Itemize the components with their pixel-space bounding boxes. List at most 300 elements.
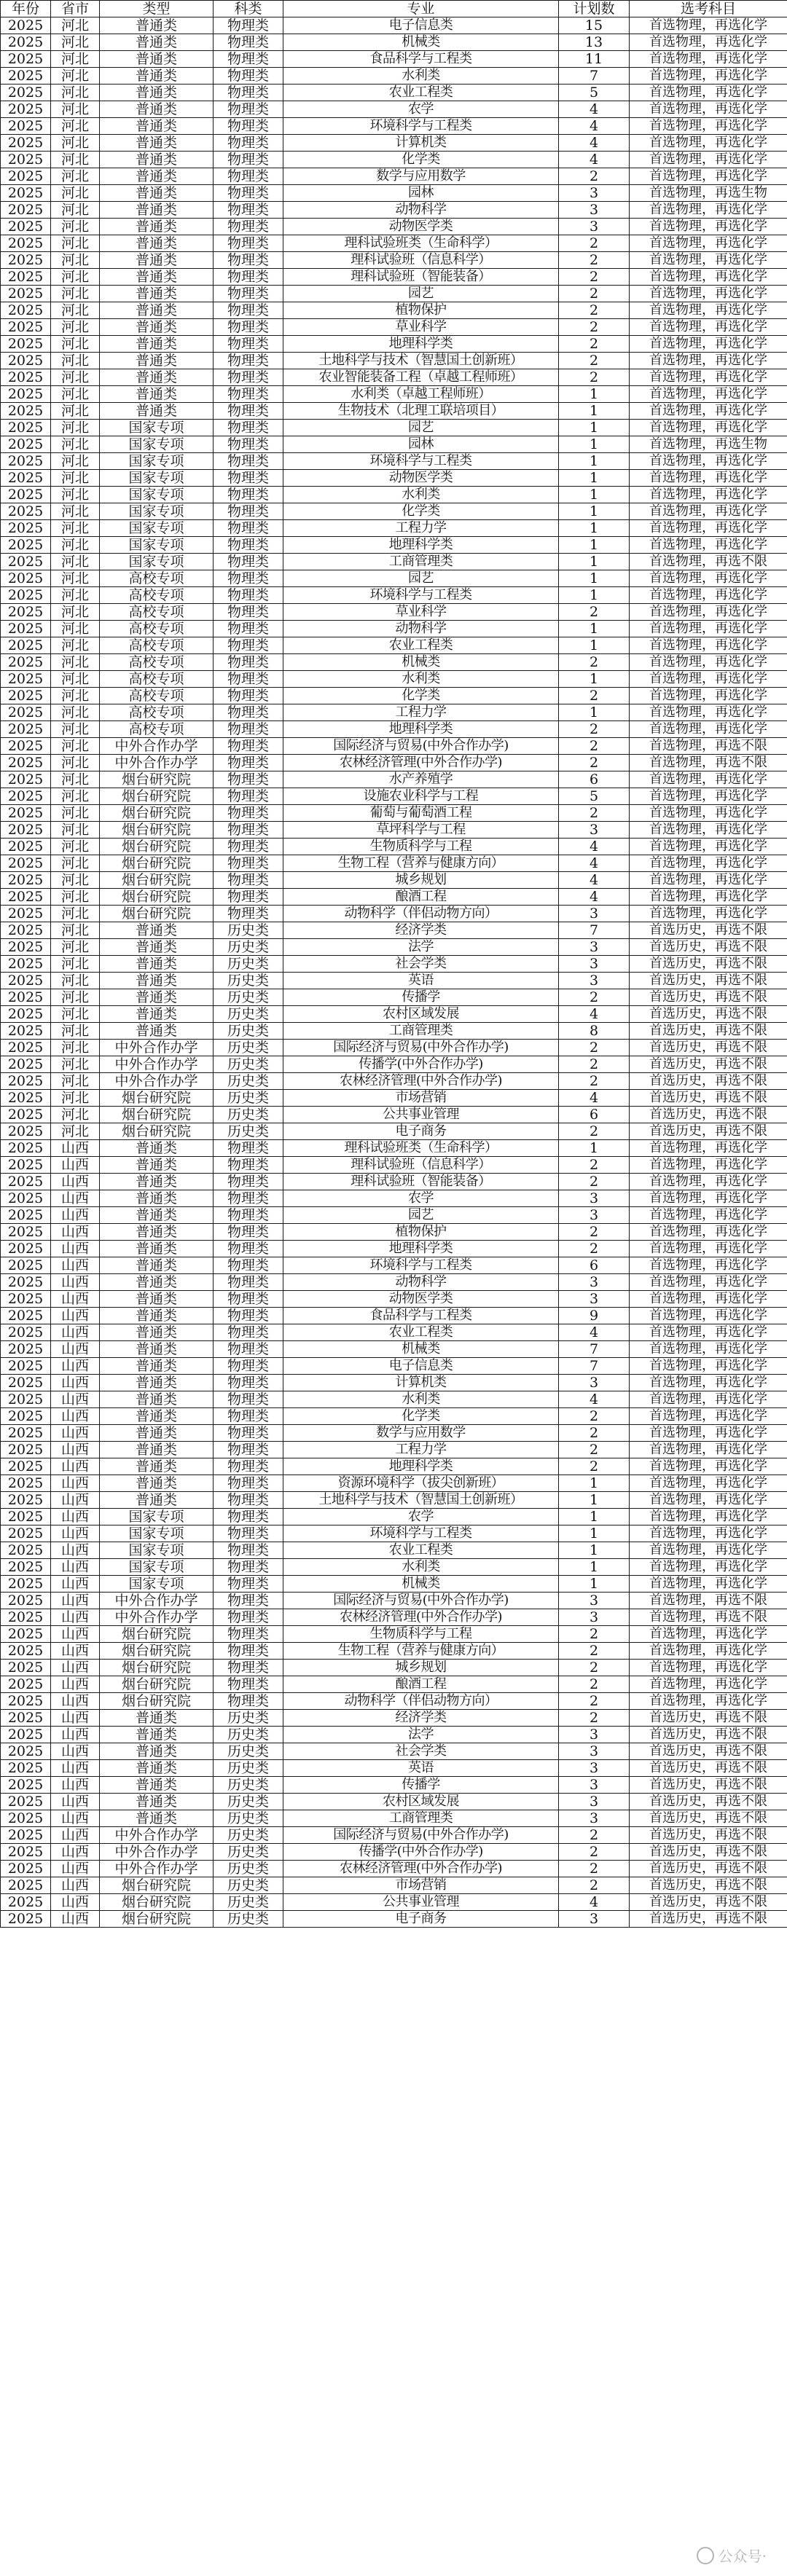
cell-major: 经济学类	[283, 922, 559, 939]
cell-major: 园艺	[283, 286, 559, 302]
cell-province: 山西	[51, 1291, 100, 1308]
cell-type: 普通类	[100, 118, 214, 135]
cell-major: 动物科学（伴侣动物方向）	[283, 906, 559, 922]
cell-province: 山西	[51, 1643, 100, 1660]
cell-year: 2025	[1, 1794, 51, 1810]
cell-required-subjects: 首选历史，再选不限	[630, 1911, 787, 1928]
cell-year: 2025	[1, 503, 51, 520]
cell-major: 设施农业科学与工程	[283, 788, 559, 805]
cell-major: 生物质科学与工程	[283, 839, 559, 855]
cell-province: 山西	[51, 1241, 100, 1257]
cell-type: 普通类	[100, 1760, 214, 1777]
cell-subject-category: 物理类	[214, 302, 283, 319]
cell-subject-category: 物理类	[214, 17, 283, 34]
cell-subject-category: 物理类	[214, 101, 283, 118]
cell-major: 传播学	[283, 989, 559, 1006]
cell-province: 河北	[51, 487, 100, 503]
cell-plan-count: 6	[559, 1257, 630, 1274]
cell-plan-count: 2	[559, 989, 630, 1006]
cell-type: 中外合作办学	[100, 738, 214, 755]
cell-plan-count: 7	[559, 1358, 630, 1375]
cell-major: 工程力学	[283, 520, 559, 537]
cell-subject-category: 物理类	[214, 570, 283, 587]
cell-plan-count: 2	[559, 369, 630, 386]
cell-subject-category: 物理类	[214, 51, 283, 68]
cell-subject-category: 物理类	[214, 470, 283, 487]
cell-required-subjects: 首选物理，再选化学	[630, 1559, 787, 1576]
cell-major: 地理科学类	[283, 336, 559, 353]
cell-province: 河北	[51, 587, 100, 604]
cell-type: 普通类	[100, 219, 214, 235]
cell-province: 山西	[51, 1224, 100, 1241]
table-row	[1, 906, 787, 922]
cell-required-subjects: 首选物理，再选不限	[630, 1609, 787, 1626]
cell-year: 2025	[1, 1542, 51, 1559]
cell-province: 山西	[51, 1660, 100, 1676]
table-row	[1, 939, 787, 956]
cell-subject-category: 物理类	[214, 1442, 283, 1458]
cell-year: 2025	[1, 973, 51, 989]
cell-type: 普通类	[100, 1492, 214, 1509]
cell-subject-category: 物理类	[214, 1241, 283, 1257]
cell-required-subjects: 首选物理，再选化学	[630, 135, 787, 152]
cell-major: 水产养殖学	[283, 771, 559, 788]
cell-province: 河北	[51, 101, 100, 118]
cell-year: 2025	[1, 1174, 51, 1190]
cell-year: 2025	[1, 939, 51, 956]
cell-major: 动物医学类	[283, 219, 559, 235]
cell-type: 烟台研究院	[100, 1894, 214, 1911]
table-row	[1, 487, 787, 503]
table-row	[1, 1241, 787, 1257]
cell-type: 普通类	[100, 51, 214, 68]
cell-type: 普通类	[100, 386, 214, 403]
cell-major: 理科试验班类（生命科学）	[283, 235, 559, 252]
cell-plan-count: 2	[559, 1425, 630, 1442]
cell-major: 动物科学	[283, 202, 559, 219]
cell-required-subjects: 首选物理，再选化学	[630, 152, 787, 168]
cell-province: 河北	[51, 520, 100, 537]
cell-subject-category: 物理类	[214, 1190, 283, 1207]
cell-type: 普通类	[100, 353, 214, 369]
cell-subject-category: 物理类	[214, 436, 283, 453]
cell-province: 河北	[51, 771, 100, 788]
cell-plan-count: 2	[559, 604, 630, 621]
cell-major: 国际经济与贸易(中外合作办学)	[283, 738, 559, 755]
cell-subject-category: 物理类	[214, 487, 283, 503]
cell-major: 葡萄与葡萄酒工程	[283, 805, 559, 822]
cell-type: 中外合作办学	[100, 1593, 214, 1609]
cell-required-subjects: 首选物理，再选化学	[630, 269, 787, 286]
cell-required-subjects: 首选历史，再选不限	[630, 1073, 787, 1090]
cell-subject-category: 历史类	[214, 1743, 283, 1760]
cell-required-subjects: 首选物理，再选化学	[630, 1358, 787, 1375]
cell-required-subjects: 首选物理，再选不限	[630, 1593, 787, 1609]
cell-subject-category: 物理类	[214, 1676, 283, 1693]
cell-subject-category: 物理类	[214, 135, 283, 152]
table-row	[1, 1743, 787, 1760]
cell-province: 山西	[51, 1877, 100, 1894]
cell-major: 酿酒工程	[283, 889, 559, 906]
cell-required-subjects: 首选物理，再选化学	[630, 1375, 787, 1391]
table-row	[1, 319, 787, 336]
cell-province: 河北	[51, 403, 100, 420]
cell-plan-count: 3	[559, 1911, 630, 1928]
cell-province: 山西	[51, 1425, 100, 1442]
cell-subject-category: 历史类	[214, 922, 283, 939]
cell-year: 2025	[1, 1509, 51, 1525]
cell-year: 2025	[1, 269, 51, 286]
cell-province: 河北	[51, 1090, 100, 1107]
cell-required-subjects: 首选物理，再选化学	[630, 369, 787, 386]
cell-major: 生物质科学与工程	[283, 1626, 559, 1643]
cell-plan-count: 2	[559, 805, 630, 822]
cell-province: 山西	[51, 1794, 100, 1810]
table-row	[1, 1810, 787, 1827]
cell-major: 地理科学类	[283, 1241, 559, 1257]
cell-year: 2025	[1, 537, 51, 554]
table-row	[1, 989, 787, 1006]
cell-subject-category: 物理类	[214, 252, 283, 269]
cell-year: 2025	[1, 1241, 51, 1257]
cell-province: 山西	[51, 1190, 100, 1207]
cell-type: 高校专项	[100, 721, 214, 738]
cell-type: 国家专项	[100, 453, 214, 470]
cell-subject-category: 历史类	[214, 1760, 283, 1777]
cell-required-subjects: 首选物理，再选化学	[630, 889, 787, 906]
cell-required-subjects: 首选历史，再选不限	[630, 1023, 787, 1040]
table-row	[1, 587, 787, 604]
cell-year: 2025	[1, 1810, 51, 1827]
cell-plan-count: 1	[559, 420, 630, 436]
table-row	[1, 1341, 787, 1358]
cell-plan-count: 4	[559, 118, 630, 135]
cell-type: 高校专项	[100, 688, 214, 704]
cell-plan-count: 7	[559, 922, 630, 939]
cell-province: 山西	[51, 1542, 100, 1559]
cell-major: 机械类	[283, 34, 559, 51]
table-row	[1, 1576, 787, 1593]
cell-required-subjects: 首选物理，再选化学	[630, 1492, 787, 1509]
cell-subject-category: 物理类	[214, 34, 283, 51]
cell-province: 河北	[51, 1006, 100, 1023]
cell-major: 动物科学	[283, 621, 559, 637]
cell-subject-category: 历史类	[214, 1911, 283, 1928]
cell-province: 山西	[51, 1341, 100, 1358]
cell-major: 法学	[283, 1727, 559, 1743]
cell-year: 2025	[1, 386, 51, 403]
cell-year: 2025	[1, 1593, 51, 1609]
cell-plan-count: 1	[559, 1559, 630, 1576]
cell-year: 2025	[1, 872, 51, 889]
cell-required-subjects: 首选物理，再选化学	[630, 1693, 787, 1710]
cell-plan-count: 3	[559, 1810, 630, 1827]
cell-major: 传播学(中外合作办学)	[283, 1844, 559, 1861]
cell-type: 烟台研究院	[100, 855, 214, 872]
cell-subject-category: 物理类	[214, 1576, 283, 1593]
cell-province: 河北	[51, 788, 100, 805]
cell-major: 水利类（卓越工程师班）	[283, 386, 559, 403]
cell-province: 河北	[51, 118, 100, 135]
cell-major: 园林	[283, 185, 559, 202]
cell-type: 普通类	[100, 1391, 214, 1408]
cell-type: 高校专项	[100, 704, 214, 721]
cell-subject-category: 物理类	[214, 503, 283, 520]
cell-type: 烟台研究院	[100, 872, 214, 889]
cell-required-subjects: 首选物理，再选化学	[630, 487, 787, 503]
cell-plan-count: 3	[559, 202, 630, 219]
cell-province: 山西	[51, 1693, 100, 1710]
cell-required-subjects: 首选物理，再选化学	[630, 85, 787, 101]
cell-province: 山西	[51, 1626, 100, 1643]
cell-subject-category: 物理类	[214, 604, 283, 621]
cell-type: 中外合作办学	[100, 755, 214, 771]
cell-year: 2025	[1, 788, 51, 805]
cell-type: 普通类	[100, 68, 214, 85]
cell-required-subjects: 首选物理，再选化学	[630, 621, 787, 637]
cell-plan-count: 2	[559, 1827, 630, 1844]
cell-type: 国家专项	[100, 1509, 214, 1525]
table-row	[1, 1140, 787, 1157]
cell-year: 2025	[1, 101, 51, 118]
cell-major: 园艺	[283, 1207, 559, 1224]
cell-subject-category: 历史类	[214, 973, 283, 989]
cell-major: 数学与应用数学	[283, 168, 559, 185]
cell-plan-count: 1	[559, 436, 630, 453]
cell-type: 普通类	[100, 17, 214, 34]
cell-type: 普通类	[100, 1207, 214, 1224]
cell-province: 河北	[51, 252, 100, 269]
cell-year: 2025	[1, 470, 51, 487]
cell-province: 山西	[51, 1308, 100, 1324]
table-row	[1, 1509, 787, 1525]
cell-plan-count: 7	[559, 68, 630, 85]
cell-required-subjects: 首选物理，再选化学	[630, 420, 787, 436]
table-row	[1, 1040, 787, 1056]
cell-plan-count: 2	[559, 688, 630, 704]
cell-major: 化学类	[283, 1408, 559, 1425]
cell-plan-count: 2	[559, 1877, 630, 1894]
cell-subject-category: 物理类	[214, 1542, 283, 1559]
cell-province: 河北	[51, 302, 100, 319]
table-row	[1, 453, 787, 470]
cell-subject-category: 历史类	[214, 1090, 283, 1107]
cell-required-subjects: 首选物理，再选化学	[630, 1341, 787, 1358]
cell-year: 2025	[1, 721, 51, 738]
cell-required-subjects: 首选历史，再选不限	[630, 1760, 787, 1777]
cell-major: 化学类	[283, 688, 559, 704]
cell-required-subjects: 首选物理，再选化学	[630, 1174, 787, 1190]
cell-required-subjects: 首选物理，再选化学	[630, 51, 787, 68]
cell-year: 2025	[1, 152, 51, 168]
cell-required-subjects: 首选物理，再选化学	[630, 503, 787, 520]
cell-required-subjects: 首选物理，再选化学	[630, 721, 787, 738]
cell-major: 市场营销	[283, 1877, 559, 1894]
cell-year: 2025	[1, 839, 51, 855]
cell-province: 河北	[51, 839, 100, 855]
cell-required-subjects: 首选物理，再选化学	[630, 1190, 787, 1207]
cell-subject-category: 物理类	[214, 1626, 283, 1643]
cell-major: 地理科学类	[283, 721, 559, 738]
table-row	[1, 135, 787, 152]
cell-type: 高校专项	[100, 621, 214, 637]
cell-major: 国际经济与贸易(中外合作办学)	[283, 1827, 559, 1844]
header-row	[1, 1, 787, 17]
cell-major: 动物医学类	[283, 470, 559, 487]
cell-required-subjects: 首选物理，再选化学	[630, 1643, 787, 1660]
cell-type: 烟台研究院	[100, 1090, 214, 1107]
cell-subject-category: 物理类	[214, 1693, 283, 1710]
watermark	[697, 2545, 767, 2566]
cell-type: 普通类	[100, 1324, 214, 1341]
cell-subject-category: 物理类	[214, 805, 283, 822]
cell-subject-category: 物理类	[214, 1274, 283, 1291]
cell-major: 机械类	[283, 654, 559, 671]
cell-major: 理科试验班（智能装备）	[283, 1174, 559, 1190]
cell-type: 普通类	[100, 34, 214, 51]
table-row	[1, 168, 787, 185]
cell-required-subjects: 首选物理，再选化学	[630, 1408, 787, 1425]
cell-subject-category: 物理类	[214, 1609, 283, 1626]
cell-required-subjects: 首选物理，再选化学	[630, 771, 787, 788]
cell-subject-category: 物理类	[214, 202, 283, 219]
cell-major: 园林	[283, 436, 559, 453]
cell-plan-count: 1	[559, 587, 630, 604]
table-row	[1, 1911, 787, 1928]
table-row	[1, 788, 787, 805]
cell-required-subjects: 首选物理，再选化学	[630, 1576, 787, 1593]
cell-subject-category: 物理类	[214, 1157, 283, 1174]
cell-major: 草坪科学与工程	[283, 822, 559, 839]
cell-province: 山西	[51, 1593, 100, 1609]
cell-major: 传播学	[283, 1777, 559, 1794]
cell-type: 高校专项	[100, 637, 214, 654]
cell-plan-count: 1	[559, 1475, 630, 1492]
cell-province: 河北	[51, 17, 100, 34]
cell-province: 山西	[51, 1559, 100, 1576]
cell-province: 山西	[51, 1140, 100, 1157]
cell-year: 2025	[1, 822, 51, 839]
cell-subject-category: 物理类	[214, 1207, 283, 1224]
cell-required-subjects: 首选物理，再选化学	[630, 570, 787, 587]
cell-subject-category: 历史类	[214, 1777, 283, 1794]
cell-year: 2025	[1, 1324, 51, 1341]
cell-type: 普通类	[100, 1341, 214, 1358]
cell-required-subjects: 首选物理，再选化学	[630, 587, 787, 604]
cell-year: 2025	[1, 1408, 51, 1425]
cell-required-subjects: 首选物理，再选化学	[630, 470, 787, 487]
cell-year: 2025	[1, 487, 51, 503]
cell-major: 电子商务	[283, 1123, 559, 1140]
cell-province: 河北	[51, 570, 100, 587]
cell-major: 水利类	[283, 487, 559, 503]
cell-major: 植物保护	[283, 1224, 559, 1241]
cell-required-subjects: 首选物理，再选化学	[630, 286, 787, 302]
cell-required-subjects: 首选历史，再选不限	[630, 956, 787, 973]
cell-plan-count: 1	[559, 386, 630, 403]
cell-year: 2025	[1, 1743, 51, 1760]
cell-plan-count: 6	[559, 1107, 630, 1123]
cell-subject-category: 物理类	[214, 1308, 283, 1324]
cell-major: 工商管理类	[283, 554, 559, 570]
cell-required-subjects: 首选物理，再选化学	[630, 1542, 787, 1559]
cell-required-subjects: 首选物理，再选不限	[630, 755, 787, 771]
cell-year: 2025	[1, 570, 51, 587]
cell-type: 普通类	[100, 1274, 214, 1291]
cell-province: 河北	[51, 805, 100, 822]
cell-subject-category: 物理类	[214, 168, 283, 185]
cell-major: 农村区域发展	[283, 1006, 559, 1023]
table-row	[1, 403, 787, 420]
cell-type: 国家专项	[100, 537, 214, 554]
cell-subject-category: 物理类	[214, 1140, 283, 1157]
cell-required-subjects: 首选物理，再选化学	[630, 855, 787, 872]
cell-plan-count: 2	[559, 1123, 630, 1140]
table-row	[1, 738, 787, 755]
cell-plan-count: 2	[559, 336, 630, 353]
cell-year: 2025	[1, 1777, 51, 1794]
table-row	[1, 470, 787, 487]
cell-required-subjects: 首选物理，再选化学	[630, 319, 787, 336]
cell-type: 普通类	[100, 101, 214, 118]
cell-subject-category: 物理类	[214, 637, 283, 654]
cell-plan-count: 1	[559, 1542, 630, 1559]
cell-major: 环境科学与工程类	[283, 587, 559, 604]
cell-required-subjects: 首选物理，再选不限	[630, 554, 787, 570]
cell-type: 国家专项	[100, 1525, 214, 1542]
table-row	[1, 1760, 787, 1777]
cell-type: 普通类	[100, 168, 214, 185]
cell-required-subjects: 首选物理，再选化学	[630, 453, 787, 470]
cell-type: 烟台研究院	[100, 1626, 214, 1643]
cell-province: 河北	[51, 973, 100, 989]
cell-type: 普通类	[100, 336, 214, 353]
cell-type: 烟台研究院	[100, 771, 214, 788]
cell-type: 普通类	[100, 1190, 214, 1207]
col-header-subject-category: 科类	[214, 1, 283, 17]
table-row	[1, 1727, 787, 1743]
cell-major: 农业智能装备工程（卓越工程师班）	[283, 369, 559, 386]
cell-plan-count: 1	[559, 570, 630, 587]
cell-type: 国家专项	[100, 1559, 214, 1576]
cell-plan-count: 2	[559, 1710, 630, 1727]
cell-major: 环境科学与工程类	[283, 118, 559, 135]
cell-type: 普通类	[100, 1006, 214, 1023]
cell-plan-count: 2	[559, 269, 630, 286]
cell-province: 河北	[51, 537, 100, 554]
cell-required-subjects: 首选物理，再选化学	[630, 1224, 787, 1241]
cell-subject-category: 物理类	[214, 1492, 283, 1509]
cell-type: 国家专项	[100, 554, 214, 570]
cell-subject-category: 历史类	[214, 1727, 283, 1743]
cell-subject-category: 历史类	[214, 939, 283, 956]
cell-required-subjects: 首选历史，再选不限	[630, 1040, 787, 1056]
cell-year: 2025	[1, 1660, 51, 1676]
cell-year: 2025	[1, 1676, 51, 1693]
cell-major: 国际经济与贸易(中外合作办学)	[283, 1593, 559, 1609]
cell-type: 普通类	[100, 252, 214, 269]
cell-type: 普通类	[100, 1224, 214, 1241]
cell-year: 2025	[1, 235, 51, 252]
cell-year: 2025	[1, 85, 51, 101]
cell-year: 2025	[1, 1442, 51, 1458]
cell-plan-count: 1	[559, 704, 630, 721]
cell-year: 2025	[1, 1107, 51, 1123]
cell-plan-count: 1	[559, 621, 630, 637]
col-header-province: 省市	[51, 1, 100, 17]
cell-year: 2025	[1, 118, 51, 135]
cell-required-subjects: 首选历史，再选不限	[630, 1107, 787, 1123]
